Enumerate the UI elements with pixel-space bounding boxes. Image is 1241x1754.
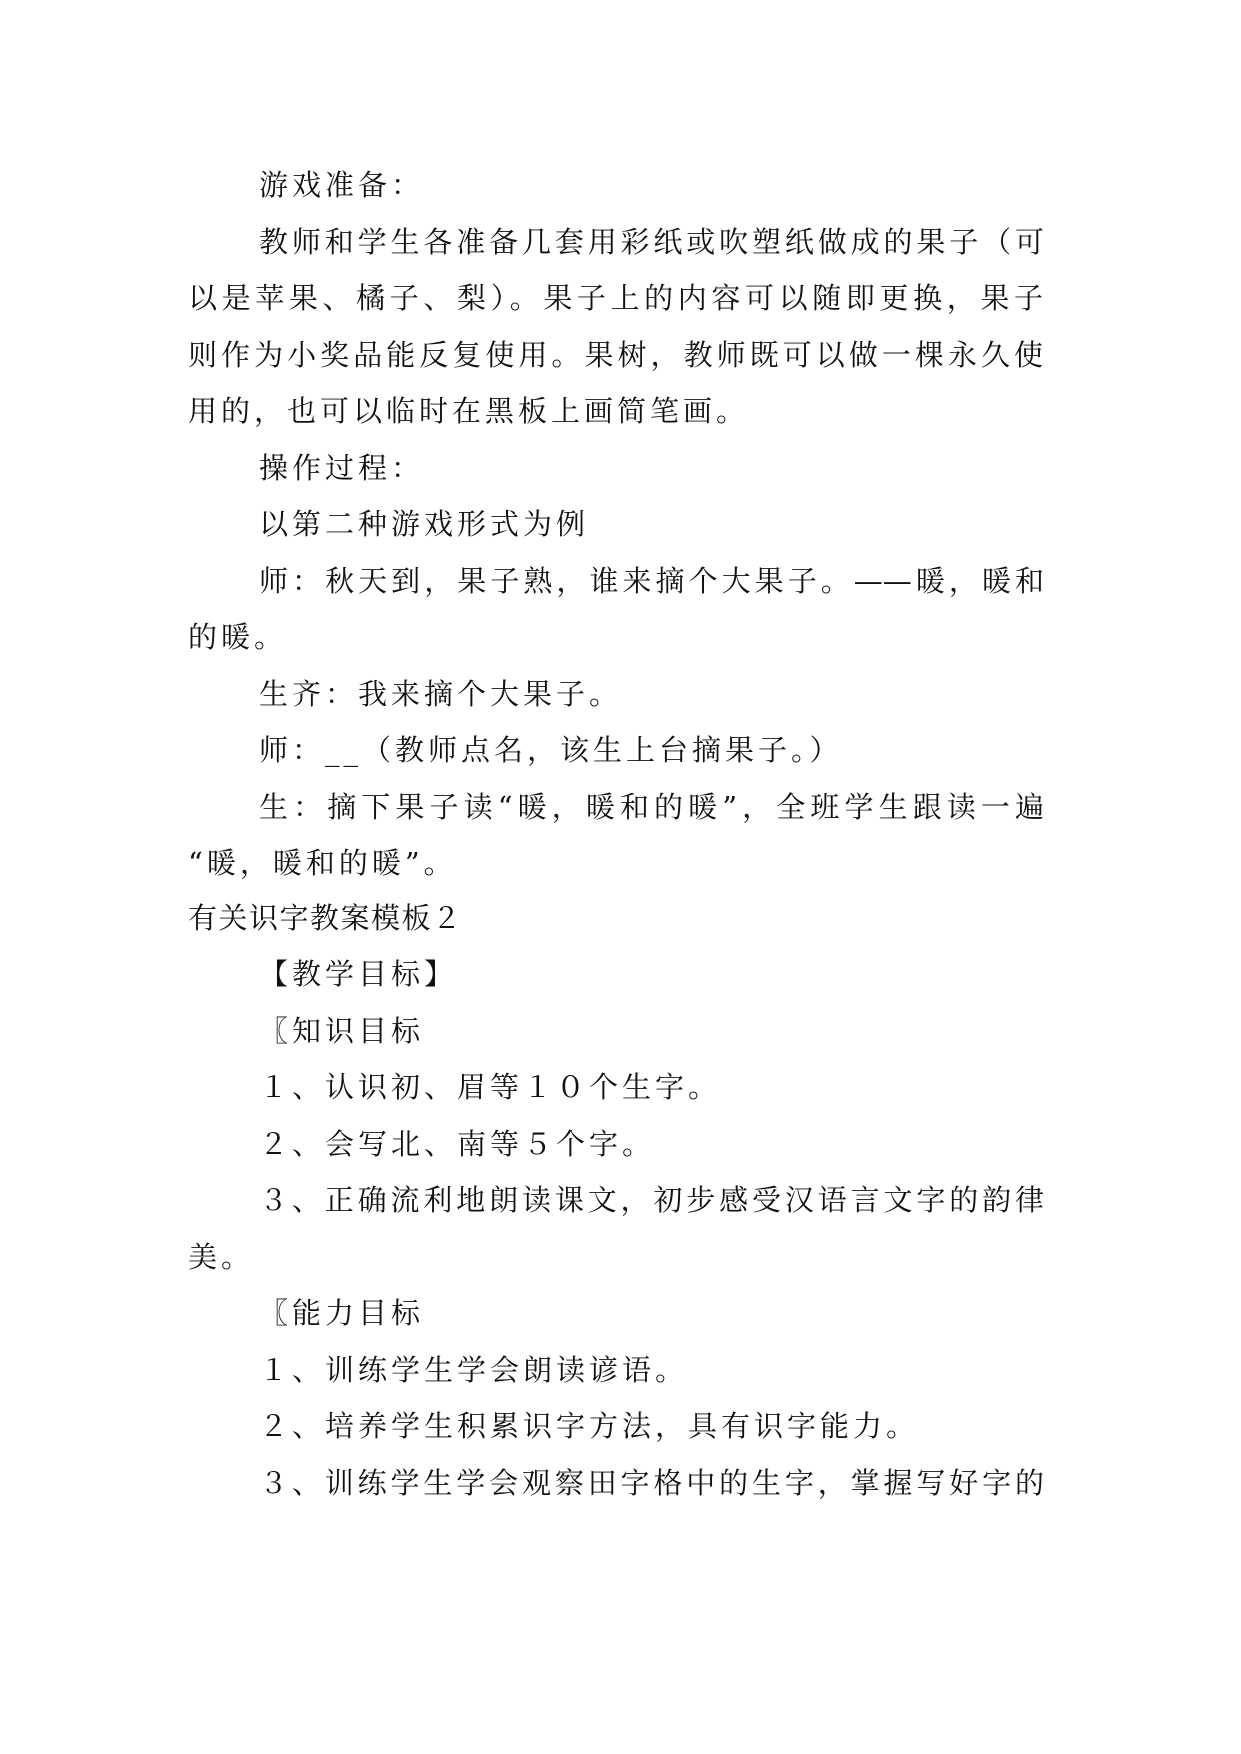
paragraph-line: 则作为小奖品能反复使用。果树，教师既可以做一棵永久使 — [188, 338, 1043, 372]
subsection-heading: 〖能力目标 — [259, 1296, 425, 1330]
subsection-heading: 〖知识目标 — [259, 1014, 425, 1048]
paragraph-line: 生：摘下果子读“暖，暖和的暖”，全班学生跟读一遍 — [259, 790, 1044, 824]
paragraph-line: 游戏准备： — [259, 168, 425, 202]
paragraph-line: 教师和学生各准备几套用彩纸或吹塑纸做成的果子（可 — [259, 225, 1044, 259]
list-item: ２、培养学生积累识字方法，具有识字能力。 — [259, 1409, 920, 1443]
paragraph-line: 用的，也可以临时在黑板上画简笔画。 — [188, 394, 750, 428]
list-item: １、认识初、眉等１０个生字。 — [259, 1070, 722, 1104]
list-item: ３、正确流利地朗读课文，初步感受汉语言文字的韵律 — [259, 1183, 1044, 1217]
section-heading: 有关识字教案模板２ — [188, 901, 463, 935]
paragraph-line: 师：__（教师点名，该生上台摘果子。） — [259, 733, 843, 767]
paragraph-line: 以第二种游戏形式为例 — [259, 507, 590, 541]
paragraph-line: 生齐：我来摘个大果子。 — [259, 677, 623, 711]
paragraph-line: 的暖。 — [188, 620, 288, 654]
list-item-continuation: 美。 — [188, 1240, 255, 1274]
paragraph-line: “暖，暖和的暖”。 — [188, 846, 457, 880]
list-item: ２、会写北、南等５个字。 — [259, 1127, 656, 1161]
paragraph-line: 操作过程： — [259, 451, 425, 485]
list-item: ３、训练学生学会观察田字格中的生字，掌握写好字的 — [259, 1466, 1044, 1500]
paragraph-line: 以是苹果、橘子、梨）。果子上的内容可以随即更换，果子 — [188, 281, 1043, 315]
paragraph-line: 师：秋天到，果子熟，谁来摘个大果子。——暖，暖和 — [259, 564, 1044, 598]
subsection-heading: 【教学目标】 — [259, 957, 458, 991]
list-item: １、训练学生学会朗读谚语。 — [259, 1353, 689, 1387]
